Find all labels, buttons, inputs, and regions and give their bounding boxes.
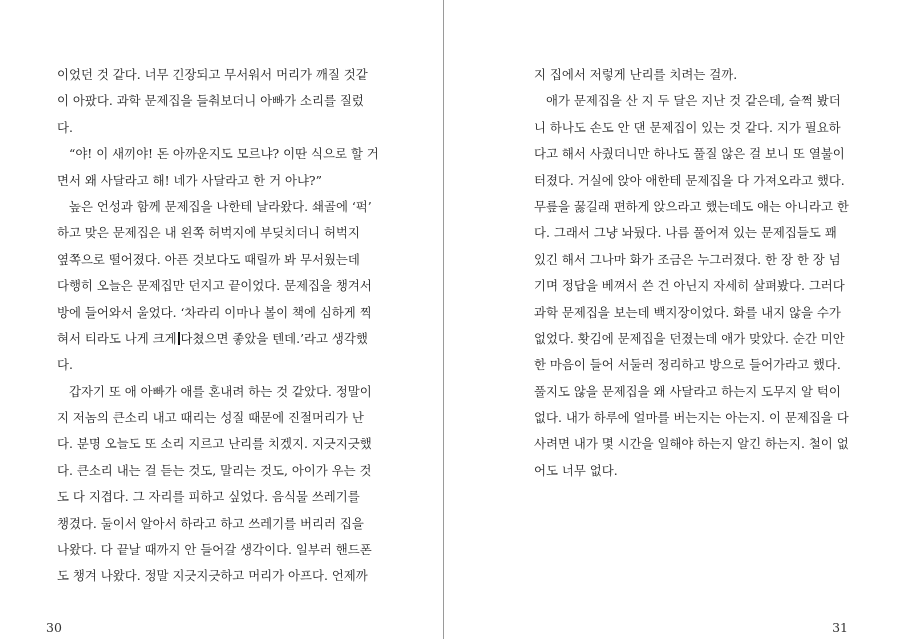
text-line: 도 다 지겹다. 그 자리를 피하고 싶었다. 음식물 쓰레기를 xyxy=(57,489,360,505)
text-line: 애가 문제집을 산 지 두 달은 지난 것 같은데, 슬쩍 봤더 xyxy=(546,93,841,109)
text-line: 방에 들어와서 울었다. ‘차라리 이마나 볼이 책에 심하게 찍 xyxy=(57,304,372,320)
text-line: 면서 왜 사달라고 해! 네가 사달라고 한 거 아냐?” xyxy=(57,172,322,188)
text-line: 어도 너무 없다. xyxy=(534,462,618,478)
text-line: 터졌다. 거실에 앉아 애한테 문제집을 다 가져오라고 했다. xyxy=(534,172,845,188)
text-line: 사려면 내가 몇 시간을 일해야 하는지 알긴 하는지. 철이 없 xyxy=(534,436,849,452)
text-line xyxy=(57,326,369,352)
right-page-number: 31 xyxy=(832,620,848,635)
left-page-number: 30 xyxy=(46,620,62,635)
text-line: 도 챙겨 나왔다. 정말 지긋지긋하고 머리가 아프다. 언제까 xyxy=(57,568,368,584)
text-line: 나왔다. 다 끝날 때까지 안 들어갈 생각이다. 일부러 핸드폰 xyxy=(57,542,372,558)
text-line: 챙겼다. 둘이서 알아서 하라고 하고 쓰레기를 버리러 집을 xyxy=(57,515,364,531)
text-cursor xyxy=(178,332,180,345)
text-line: 다고 해서 사줬더니만 하나도 풀질 않은 걸 보니 또 열불이 xyxy=(534,146,845,162)
text-line: 다. xyxy=(57,357,73,373)
text-line: 있긴 해서 그나마 화가 조금은 누그러졌다. 한 장 한 장 넘 xyxy=(534,251,841,267)
text-line: 이 아팠다. 과학 문제집을 들춰보더니 아빠가 소리를 질렀 xyxy=(57,93,364,109)
right-page xyxy=(445,0,900,639)
left-page xyxy=(0,0,443,639)
right-page-text xyxy=(534,62,849,484)
text-line: 이었던 것 같다. 너무 긴장되고 무서워서 머리가 깨질 것같 xyxy=(57,67,368,82)
text-line: 없었다. 홧김에 문제집을 던졌는데 애가 맞았다. 순간 미안 xyxy=(534,330,845,346)
text-line-segment: 혀서 티라도 나게 크게 xyxy=(57,330,177,346)
text-line: 없다. 내가 하루에 얼마를 버는지는 아는지. 이 문제집을 다 xyxy=(534,410,849,426)
page-gutter-divider xyxy=(443,0,444,639)
text-line: 높은 언성과 함께 문제집을 나한테 날라왔다. 쇄골에 ‘퍽’ xyxy=(69,198,372,214)
text-line: 니 하나도 손도 안 댄 문제집이 있는 것 같다. 지가 필요하 xyxy=(534,119,841,135)
text-line: 풀지도 않을 문제집을 왜 사달라고 하는지 도무지 알 턱이 xyxy=(534,383,841,399)
left-page-text xyxy=(57,62,379,590)
text-line: 지 집에서 저렇게 난리를 치려는 걸까. xyxy=(534,67,738,82)
text-line: 옆쪽으로 떨어졌다. 아픈 것보다도 때릴까 봐 무서웠는데 xyxy=(57,251,360,267)
text-line: 하고 맞은 문제집은 내 왼쪽 허벅지에 부딪치더니 허벅지 xyxy=(57,225,360,241)
text-line: 무릎을 꿇길래 편하게 앉으라고 했는데도 애는 아니라고 한 xyxy=(534,198,849,214)
text-line-segment: 다쳤으면 좋았을 텐데.’라고 생각했 xyxy=(180,330,368,346)
text-line: 다. 분명 오늘도 또 소리 지르고 난리를 치겠지. 지긋지긋했 xyxy=(57,436,372,452)
text-line: 한 마음이 들어 서둘러 정리하고 방으로 들어가라고 했다. xyxy=(534,357,841,373)
text-line: 다. 큰소리 내는 걸 듣는 것도, 말리는 것도, 아이가 우는 것 xyxy=(57,462,372,478)
text-line: 지 저놈의 큰소리 내고 때리는 성질 때문에 진절머리가 난 xyxy=(57,410,364,426)
text-line: 갑자기 또 애 아빠가 애를 혼내려 하는 것 같았다. 정말이 xyxy=(69,383,372,399)
text-line: 다. 그래서 그냥 놔뒀다. 나름 풀어져 있는 문제집들도 꽤 xyxy=(534,225,837,241)
text-line: 다행히 오늘은 문제집만 던지고 끝이었다. 문제집을 챙겨서 xyxy=(57,278,372,294)
text-line: 기며 정답을 베껴서 쓴 건 아닌지 자세히 살펴봤다. 그러다 xyxy=(534,278,845,294)
text-line: 과학 문제집을 보는데 백지장이었다. 화를 내지 않을 수가 xyxy=(534,304,841,320)
text-line: 다. xyxy=(57,119,73,135)
text-line: “야! 이 새끼야! 돈 아까운지도 모르냐? 이딴 식으로 할 거 xyxy=(69,146,379,162)
